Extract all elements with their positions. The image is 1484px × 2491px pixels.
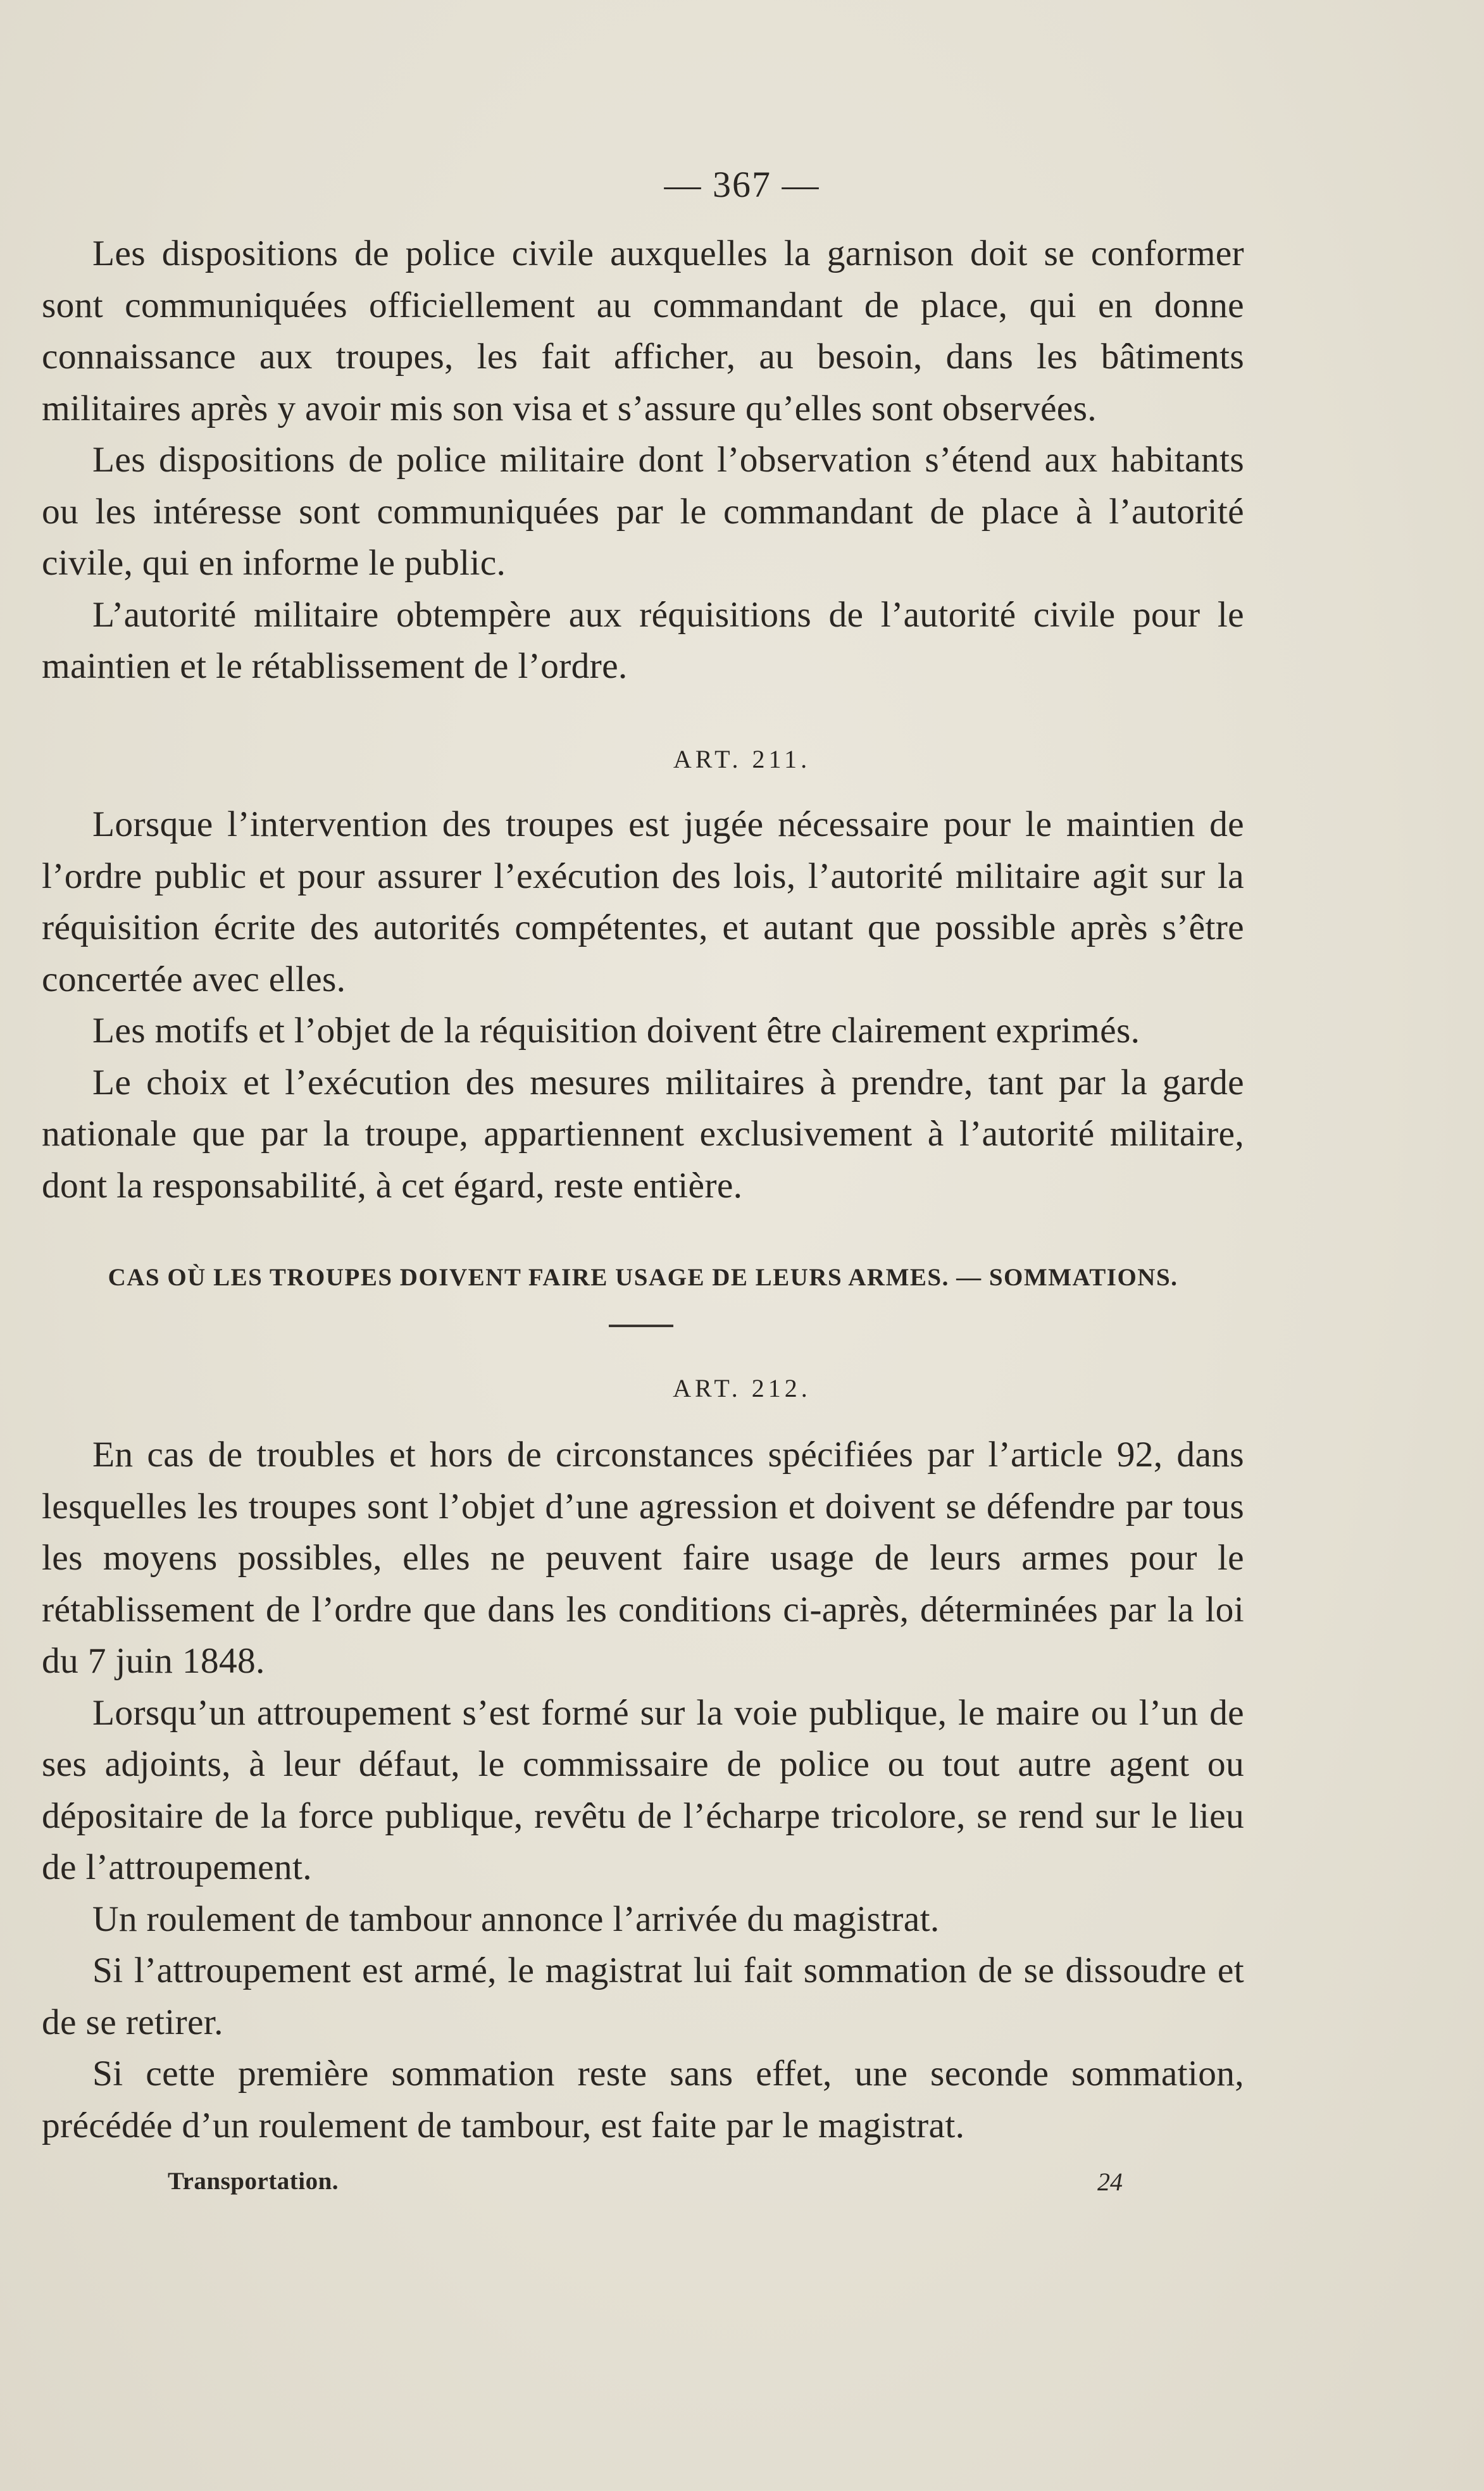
paragraph: Lorsqu’un attroupement s’est formé sur la voie publique, le maire ou l’un de ses adjoints, à leur défaut, le commissaire de police ou tout autre agent ou dépositaire de la force publique, revêtu de l’écharpe tricolore, se rend sur le lieu de l’attroupement. xyxy=(42,1692,1244,1887)
paragraph: Si l’attroupement est armé, le magistrat lui fait sommation de se dissoudre et de se retirer. xyxy=(42,1951,1244,2042)
paragraph: Les dispositions de police civile auxquelles la garnison doit se conformer sont communiquées officiellement au commandant de place, qui en donne connaissance aux troupes, les fait afficher, au besoin, dans les bâtiments militaires après y avoir mis son visa et s’assure qu’elles sont observées. xyxy=(42,234,1244,428)
paragraph: Lorsque l’intervention des troupes est jugée nécessaire pour le maintien de l’ordre public et pour assurer l’exécution des lois, l’autorité militaire agit sur la réquisition écrite des autorités compétentes, et autant que possible après s’être concertée avec elles. xyxy=(42,804,1244,999)
paragraph: Le choix et l’exécution des mesures militaires à prendre, tant par la garde nationale que par la troupe, appartiennent exclusivement à l’autorité militaire, dont la responsabilité, à cet égard, reste entière. xyxy=(42,1062,1244,1206)
section-divider xyxy=(609,1325,673,1327)
article-211-text-block xyxy=(42,799,1244,1211)
paragraph: L’autorité militaire obtempère aux réquisitions de l’autorité civile pour le maintien et le rétablissement de l’ordre. xyxy=(42,594,1244,686)
page-number: — 367 — xyxy=(664,164,820,205)
footer-signature: Transportation. xyxy=(168,2168,339,2195)
footer-sheet-number: 24 xyxy=(1097,2168,1123,2196)
article-212-heading: ART. 212. xyxy=(673,1374,811,1402)
article-212-text-block xyxy=(42,1429,1244,2151)
paragraph: Les motifs et l’objet de la réquisition doivent être clairement exprimés. xyxy=(92,1011,1140,1051)
paragraph: Un roulement de tambour annonce l’arrivée du magistrat. xyxy=(92,1899,940,1939)
article-211-heading: ART. 211. xyxy=(673,745,811,773)
section-heading: CAS OÙ LES TROUPES DOIVENT FAIRE USAGE DE LEURS ARMES. — SOMMATIONS. xyxy=(108,1264,1178,1291)
paragraph: En cas de troubles et hors de circonstances spécifiées par l’article 92, dans lesquelles les troupes sont l’objet d’une agression et doivent se défendre par tous les moyens possibles, elles ne peuvent faire usage de leurs armes pour le rétablissement de l’ordre que dans les conditions ci-après, déterminées par la loi du 7 juin 1848. xyxy=(42,1435,1244,1681)
paragraph: Si cette première sommation reste sans effet, une seconde sommation, précédée d’un roulement de tambour, est faite par le magistrat. xyxy=(42,2054,1244,2145)
paragraph: Les dispositions de police militaire dont l’observation s’étend aux habitants ou les intéresse sont communiquées par le commandant de place à l’autorité civile, qui en informe le public. xyxy=(42,440,1244,583)
intro-text-block xyxy=(42,228,1244,692)
